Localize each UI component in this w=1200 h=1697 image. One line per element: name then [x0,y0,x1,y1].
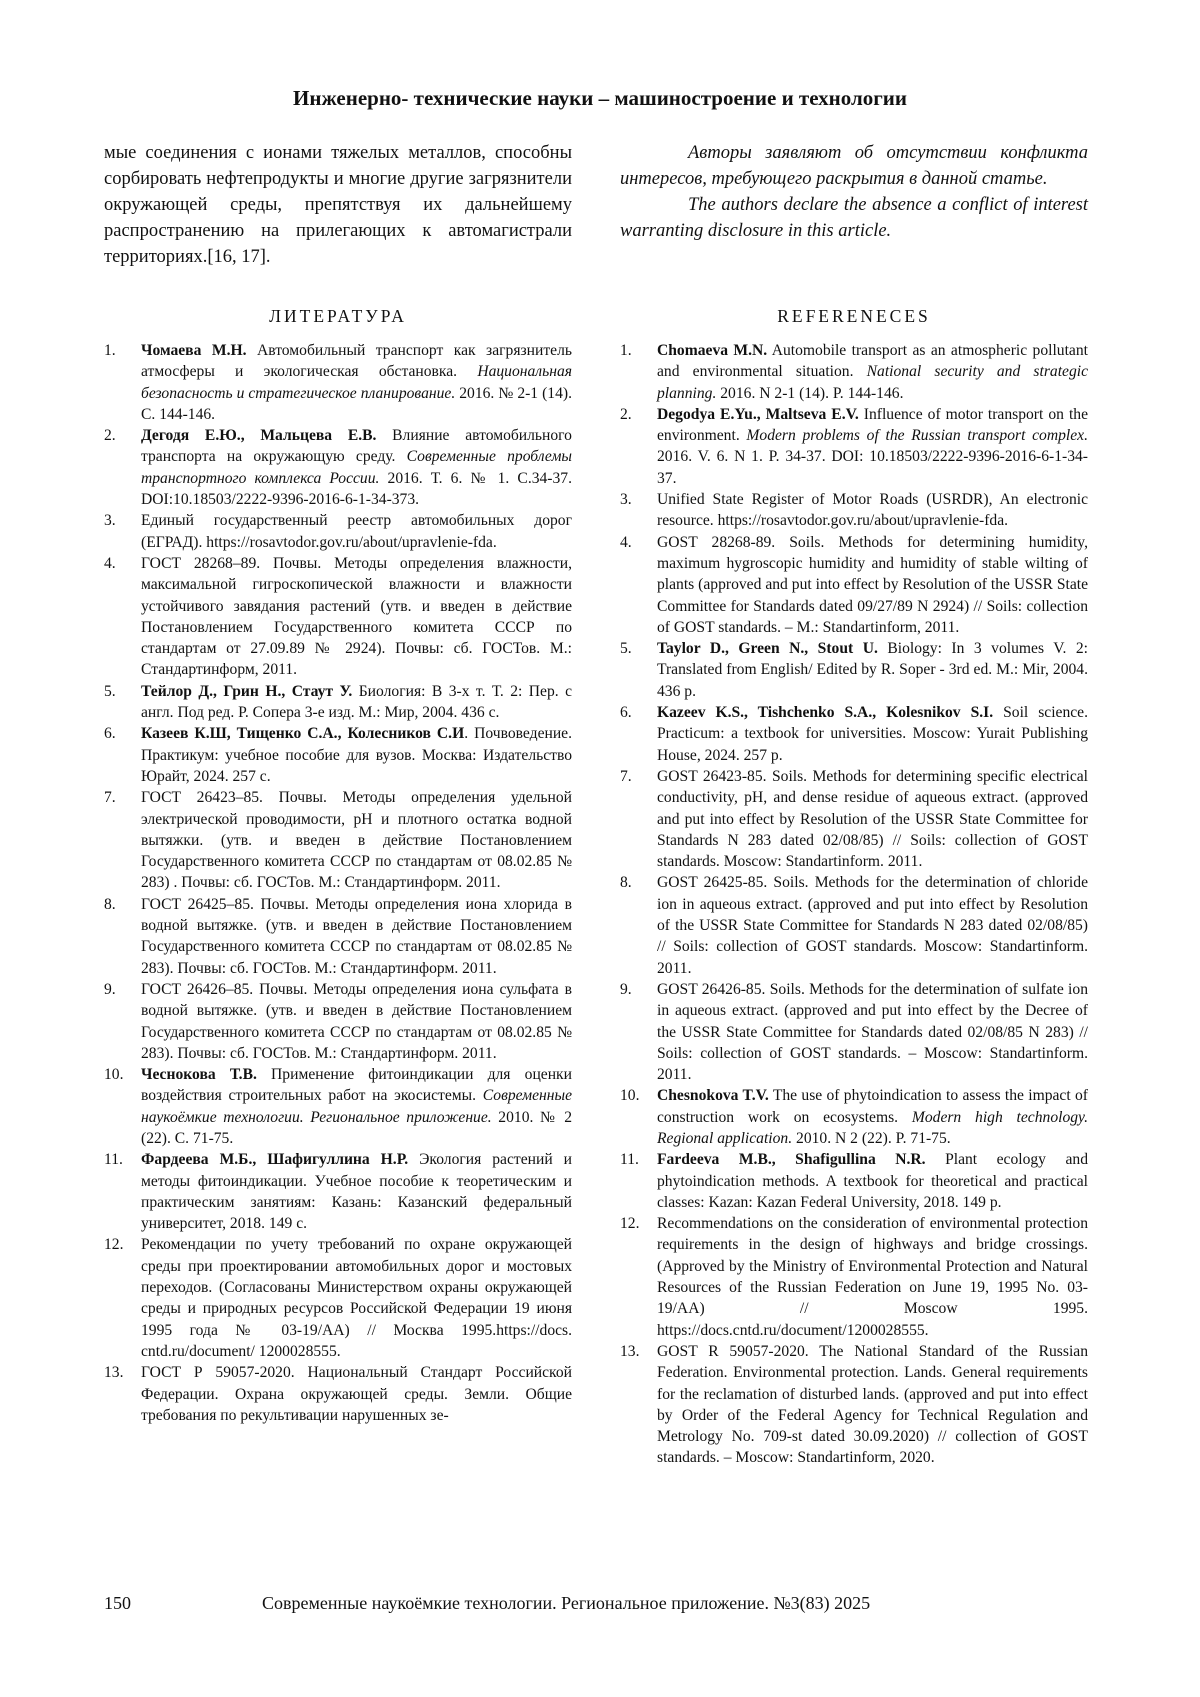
reference-title: ГОСТ 28268–89. Почвы. Методы определения влажности, максимальной гигроскопической влажности и влажности устойчивого завядания растений (утв. и введен в действие Постановлением Государственного комитета СССР по стандартам от 27.09.89 № 2924). Почвы: сб. ГОСТов. М.: Стандартинформ, 2011. [141,554,572,679]
reference-number: 3. [620,491,632,509]
reference-number: 11. [620,1151,639,1169]
reference-item [104,1362,572,1426]
reference-source: Modern high technology. Regional application. [657,1108,1089,1147]
reference-text [657,1341,1088,1469]
reference-title: Автомобильный транспорт как загрязнитель атмосферы и экологическая обстановка. [141,342,572,381]
reference-number: 10. [104,1066,124,1084]
reference-title: Soil science. Practicum: a textbook for universities. Moscow: Yurait Publishing House, 2024. 257 p. [657,704,1088,764]
reference-text [657,1085,1088,1149]
reference-title: GOST 26423-85. Soils. Methods for determining specific electrical conductivity, pH, and dense residue of aqueous extract. (approved and put into effect by Resolution of the USSR State Committee for Standards N 283 dated 02/08/85) // Soils: collection of GOST standards. Moscow: Standartinform. 2011. [657,767,1088,871]
reference-authors: Фардеева М.Б., Шафигуллина Н.Р. [141,1151,409,1169]
reference-number: 1. [104,342,116,359]
reference-title: Экология растений и методы фитоиндикации. Учебное пособие к теоретическим и практическим занятиям: Казань: Казанский федеральный университет, 2018. 149 с. [141,1151,572,1233]
running-title: Инженерно- технические науки – машиностроение и технологии [293,86,907,110]
reference-number: 2. [104,427,116,445]
reference-item [620,404,1088,489]
reference-number: 12. [620,1215,640,1233]
reference-item [620,532,1088,638]
reference-item [104,1149,572,1234]
reference-text [657,638,1088,702]
reference-title: The use of phytoindication to assess the impact of construction work on ecosystems. [657,1087,1088,1126]
reference-text [141,553,572,681]
reference-text [141,787,572,893]
reference-number: 2. [620,405,632,423]
reference-text [141,425,572,510]
references-heading: REFERENECES [777,306,931,326]
reference-number: 13. [620,1342,640,1360]
reference-number: 1. [620,342,632,359]
intro-paragraph: мые соединения с ионами тяжелых металлов, способны сорбировать нефтепродукты и многие другие загрязнители окружающей среды, препятствуя их дальнейшему распространению на прилегающих к автомагистрали территориях.[16, 17]. [104,143,572,267]
reference-number: 4. [104,554,116,572]
reference-number: 5. [620,640,632,658]
reference-details: 2016. N 2-1 (14). P. 144-146. [716,384,904,402]
reference-text [141,681,572,724]
reference-number: 3. [104,512,116,530]
reference-title: ГОСТ 26425–85. Почвы. Методы определения иона хлорида в водной вытяжке. (утв. и введен в действие Постановлением Государственного комитета СССР по стандартам от 08.02.85 № 283). Почвы: сб. ГОСТов. М.: Стандартинформ. 2011. [141,895,572,977]
reference-source: Национальная безопасность и стратегическое планирование. [141,363,572,402]
literature-list [104,340,572,1426]
reference-number: 8. [104,895,116,913]
reference-text [141,1149,572,1234]
reference-authors: Чеснокова Т.В. [141,1066,257,1084]
reference-authors: Chesnokova T.V. [657,1087,769,1105]
reference-text [657,532,1088,638]
page-number: 150 [104,1593,131,1613]
reference-number: 6. [620,704,632,722]
reference-text [657,404,1088,489]
reference-title: Unified State Register of Motor Roads (USRDR), An electronic resource. https://rosavtodor.gov.ru/about/upravlenie-fda. [657,491,1088,530]
reference-item [620,638,1088,702]
reference-number: 7. [104,789,116,807]
reference-item [104,425,572,510]
reference-source: Modern problems of the Russian transport complex. [746,427,1088,445]
reference-number: 11. [104,1151,123,1169]
reference-details: 2016. Т. 6. № 1. С.34-37. DOI:10.18503/2222-9396-2016-6-1-34-373. [141,469,572,509]
reference-authors: Chomaeva M.N. [657,342,768,359]
reference-number: 6. [104,725,116,743]
reference-authors: Degodya E.Yu., Maltseva E.V. [657,405,859,423]
reference-title: ГОСТ 26426–85. Почвы. Методы определения иона сульфата в водной вытяжке. (утв. и введен в действие Постановлением Государственного комитета СССР по стандартам от 08.02.85 № 283). Почвы: сб. ГОСТов. М.: Стандартинформ. 2011. [141,980,572,1062]
reference-source: Современные наукоёмкие технологии. Региональное приложение. [141,1087,572,1126]
reference-title: Influence of motor transport on the environment. [657,405,1088,445]
reference-title: Plant ecology and phytoindication methods. A textbook for theoretical and practical classes: Kazan: Kazan Federal University, 2018. 149 p. [657,1151,1088,1211]
reference-text [141,340,572,425]
reference-title: . Почвоведение. Практикум: учебное пособие для вузов. Москва: Издательство Юрайт, 2024. 257 с. [141,725,573,785]
reference-title: Automobile transport as an atmospheric pollutant and environmental situation. [657,342,1088,381]
reference-authors: Казеев К.Ш, Тищенко С.А., Колесников С.И [141,725,465,743]
reference-details: 2010. № 2 (22). С. 71-75. [141,1108,572,1147]
reference-item [620,1341,1088,1469]
reference-title: Recommendations on the consideration of environmental protection requirements in the design of highways and bridge crossings. (Approved by the Ministry of Environmental Protection and Natural Resources of the Russian Federation on June 19, 1995 No. 03-19/AA) // Moscow 1995. https://docs.cntd.ru/document/1200028555. [657,1215,1088,1339]
reference-item [104,681,572,724]
reference-item [104,510,572,553]
reference-text [657,702,1088,766]
reference-text [141,1064,572,1149]
reference-number: 10. [620,1087,640,1105]
reference-text [657,872,1088,978]
reference-item [620,702,1088,766]
reference-authors: Kazeev K.S., Tishchenko S.A., Kolesnikov S.I. [657,704,994,722]
reference-item [104,553,572,681]
reference-number: 7. [620,767,632,785]
reference-title: ГОСТ Р 59057-2020. Национальный Стандарт Российской Федерации. Охрана окружающей среды. Земли. Общие требования по рекультивации нарушенных зе- [141,1364,572,1424]
reference-item [620,1085,1088,1149]
reference-details: 2010. N 2 (22). P. 71-75. [792,1129,951,1147]
reference-source: National security and strategic planning. [657,363,1088,402]
references-list [620,340,1088,1469]
reference-item [620,1149,1088,1213]
reference-item [620,1213,1088,1341]
reference-title: ГОСТ 26423–85. Почвы. Методы определения удельной электрической проводимости, pH и плотного остатка водной вытяжки. (утв. и введен в действие Постановлением Государственного комитета СССР по стандартам от 08.02.85 № 283) . Почвы: сб. ГОСТов. М.: Стандартинформ. 2011. [141,789,572,892]
reference-title: GOST 26425-85. Soils. Methods for the determination of chloride ion in aqueous extract. (approved and put into effect by Resolution of the USSR State Committee for Standards N 283 dated 02/08/85) // Soils: collection of GOST standards. Moscow: Standartinform. 2011. [657,874,1088,977]
reference-item [104,787,572,893]
conflict-statement [620,140,1088,244]
reference-item [620,489,1088,532]
reference-authors: Taylor D., Green N., Stout U. [657,640,878,658]
reference-title: Biology: In 3 volumes V. 2: Translated from English/ Edited by R. Soper - 3rd ed. M.: Mir, 2004. 436 p. [657,640,1088,700]
reference-item [104,1234,572,1362]
reference-item [104,1064,572,1149]
reference-text [141,510,572,553]
reference-number: 8. [620,874,632,892]
reference-authors: Чомаева М.Н. [141,342,247,359]
reference-text [657,1213,1088,1341]
reference-title: GOST R 59057-2020. The National Standard of the Russian Federation. Environmental protection. Lands. General requirements for the reclamation of disturbed lands. (approved and put into effect by Order of the Federal Agency for Technical Regulation and Metrology No. 709-st dated 30.09.2020) // collection of GOST standards. – Moscow: Standartinform, 2020. [657,1342,1088,1467]
intro-left-column [104,140,572,270]
literature-heading: ЛИТЕРАТУРА [269,306,407,326]
reference-text [141,723,572,787]
reference-item [620,340,1088,404]
reference-item [620,872,1088,978]
reference-source: Современные проблемы транспортного комплекса России. [141,448,572,487]
reference-text [657,1149,1088,1213]
reference-text [657,489,1088,532]
reference-text [141,979,572,1064]
reference-title: Применение фитоиндикации для оценки воздействия строительных работ на экосистемы. [141,1066,572,1105]
reference-title: Рекомендации по учету требований по охране окружающей среды при проектировании автомобильных дорог и мостовых переходов. (Согласованы Министерством охраны окружающей среды и природных ресурсов Российской Федерации 19 июня 1995 года № 03-19/АА) // Москва 1995.https://docs. cntd.ru/document/ 1200028555. [141,1236,572,1360]
reference-title: Влияние автомобильного транспорта на окружающую среду. [141,427,572,466]
reference-number: 9. [620,980,632,998]
journal-title: Современные наукоёмкие технологии. Региональное приложение. №3(83) 2025 [262,1593,871,1613]
reference-details: 2016. № 2-1 (14). С. 144-146. [141,384,572,423]
reference-title: GOST 28268-89. Soils. Methods for determining humidity, maximum hygroscopic humidity and humidity of stable wilting of plants (approved and put into effect by Resolution of the USSR State Committee for Standards dated 09/27/89 N 2924) // Soils: collection of GOST standards. – M.: Standartinform, 2011. [657,533,1088,636]
reference-item [620,979,1088,1085]
conflict-ru: Авторы заявляют об отсутствии конфликта интересов, требующего раскрытия в данной статье. [620,143,1088,189]
reference-text [141,894,572,979]
reference-text [657,766,1088,872]
reference-item [104,979,572,1064]
reference-number: 4. [620,533,632,551]
reference-authors: Fardeeva M.B., Shafigullina N.R. [657,1151,926,1169]
reference-number: 13. [104,1364,124,1382]
reference-item [104,894,572,979]
reference-text [141,1234,572,1362]
reference-title: Биология: В 3-х т. Т. 2: Пер. с англ. Под ред. Р. Сопера 3-е изд. М.: Мир, 2004. 436 с. [141,682,572,722]
reference-authors: Тейлор Д., Грин Н., Стаут У. [141,682,353,700]
reference-title: Единый государственный реестр автомобильных дорог (ЕГРАД). https://rosavtodor.gov.ru/about/upravlenie-fda. [141,512,572,551]
reference-text [657,979,1088,1085]
reference-details: 2016. V. 6. N 1. P. 34-37. DOI: 10.18503/2222-9396-2016-6-1-34-37. [657,448,1088,487]
reference-item [620,766,1088,872]
reference-text [657,340,1088,404]
reference-number: 5. [104,682,116,700]
conflict-en: The authors declare the absence a conflict of interest warranting disclosure in this article. [620,195,1088,241]
reference-item [104,340,572,425]
reference-text [141,1362,572,1426]
reference-item [104,723,572,787]
reference-title: GOST 26426-85. Soils. Methods for the determination of sulfate ion in aqueous extract. (approved and put into effect by the Decree of the USSR State Committee for Standards dated 02/08/85 N 283) // Soils: collection of GOST standards. – Moscow: Standartinform. 2011. [657,980,1088,1084]
reference-number: 12. [104,1236,124,1254]
reference-authors: Дегодя Е.Ю., Мальцева Е.В. [141,427,377,445]
reference-number: 9. [104,980,116,998]
